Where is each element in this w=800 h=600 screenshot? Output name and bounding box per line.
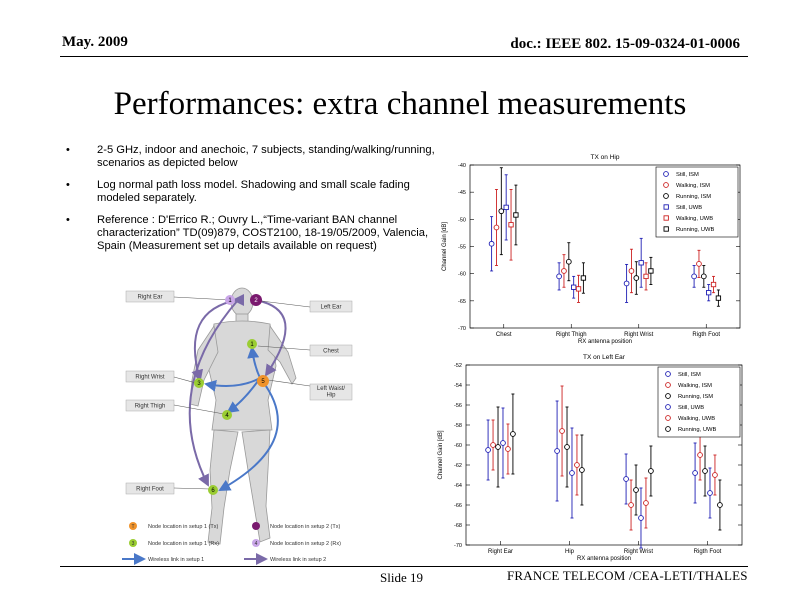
data-point [716, 296, 720, 300]
data-point [693, 471, 698, 476]
node-number: 3 [197, 381, 201, 387]
chart-title: TX on Left Ear [583, 354, 625, 361]
y-tick-label: -56 [454, 403, 462, 409]
slide-title: Performances: extra channel measurements [113, 86, 687, 122]
body-node-diagram [120, 280, 360, 570]
data-point [499, 209, 504, 214]
node-number: 4 [225, 413, 229, 419]
legend-rx-setup-2: Node location in setup 2 (Rx) [270, 541, 341, 547]
legend-label: Walking, ISM [676, 183, 710, 189]
bullet-marker: • [66, 144, 70, 156]
legend-marker [664, 194, 669, 199]
legend-tx-setup-2: Node location in setup 2 (Tx) [270, 524, 341, 530]
label-chest: Chest [323, 348, 339, 355]
data-point [580, 468, 585, 473]
bullet-text: Reference : D'Errico R.; Ouvry L.,“Time-variant BAN channel characterization” TD(09)879, COST2100, 18-19/05/2009, Valencia, Spain (Measurement set up details available on request) [97, 214, 429, 252]
legend-label: Walking, UWB [678, 416, 716, 422]
data-point [486, 448, 491, 453]
x-tick-label: Right Thigh [555, 332, 587, 338]
legend-marker [664, 216, 668, 220]
legend-label: Running, ISM [678, 394, 714, 400]
footer-rule [60, 566, 748, 567]
y-tick-label: -70 [458, 326, 466, 332]
data-point [634, 488, 639, 493]
legend-link-setup-1: Wireless link in setup 1 [148, 557, 205, 563]
data-point [701, 274, 706, 279]
legend-marker [666, 416, 671, 421]
data-point [571, 285, 575, 289]
data-point [711, 282, 715, 286]
human-figure-silhouette [190, 288, 296, 544]
x-tick-label: Right Wrist [623, 549, 654, 555]
node-number: 1 [228, 298, 232, 304]
y-tick-label: -45 [458, 190, 466, 197]
node-number: 2 [254, 298, 258, 304]
data-point [634, 276, 639, 281]
data-point [697, 261, 702, 266]
legend-tx-setup-1: Node location in setup 1 (Tx) [148, 524, 219, 530]
data-point [624, 281, 629, 286]
data-point [706, 290, 710, 294]
y-axis-label: Channel Gain [dB] [438, 430, 444, 480]
label-right-ear: Right Ear [137, 294, 163, 301]
legend-label: Still, ISM [676, 172, 699, 178]
data-point [649, 469, 654, 474]
data-point [713, 473, 718, 478]
data-point [509, 223, 513, 227]
x-tick-label: Hip [564, 549, 575, 555]
footer-organizations: FRANCE TELECOM /CEA-LETI/THALES [507, 568, 748, 583]
label-left-waist: Left Waist/ Hip [316, 386, 346, 399]
data-point [570, 471, 575, 476]
data-point [494, 225, 499, 230]
y-tick-label: -52 [454, 363, 462, 369]
legend-label: Walking, ISM [678, 383, 712, 389]
data-point [491, 443, 496, 448]
label-right-wrist: Right Wrist [135, 374, 165, 381]
svg-text:4: 4 [254, 541, 258, 547]
legend-label: Running, UWB [676, 227, 715, 233]
legend-marker [664, 205, 668, 209]
data-point [562, 269, 567, 274]
y-tick-label: -50 [458, 217, 466, 224]
y-tick-label: -66 [454, 503, 462, 509]
legend-marker [666, 394, 671, 399]
label-right-foot: Right Foot [136, 486, 164, 493]
data-point [506, 447, 511, 452]
legend-marker [666, 372, 671, 377]
label-right-thigh: Right Thigh [134, 403, 166, 410]
legend-label: Running, UWB [678, 427, 717, 433]
data-point [581, 276, 585, 280]
bullet-item [66, 179, 436, 205]
legend-marker [664, 172, 669, 177]
svg-text:T: T [131, 524, 135, 530]
data-point [639, 516, 644, 521]
legend-marker [666, 383, 671, 388]
header-rule [60, 56, 748, 57]
data-point [624, 477, 629, 482]
legend-label: Still, ISM [678, 372, 701, 378]
label-left-ear: Left Ear [320, 304, 342, 311]
x-tick-label: Right Wrist [624, 332, 654, 338]
x-axis-label: RX antenna position [576, 556, 632, 562]
y-tick-label: -58 [454, 423, 462, 429]
y-tick-label: -60 [454, 443, 462, 449]
x-tick-label: Rigth Foot [692, 332, 721, 338]
data-point [504, 205, 508, 209]
bullet-text: 2-5 GHz, indoor and anechoic, 7 subjects, standing/walking/running, scenarios as depicted below [97, 144, 435, 169]
header-date: May. 2009 [62, 34, 128, 50]
legend-rx-setup-1: Node location in setup 1 (Rx) [148, 541, 219, 547]
legend-label: Walking, UWB [676, 216, 714, 222]
y-tick-label: -40 [458, 163, 466, 169]
data-point [501, 441, 506, 446]
y-axis-label: Channel Gain [dB] [442, 221, 448, 272]
y-tick-label: -60 [458, 271, 466, 278]
y-tick-label: -64 [454, 483, 462, 489]
bullet-marker: • [66, 214, 70, 226]
bullet-list [66, 144, 436, 262]
data-point [489, 241, 494, 246]
data-point [703, 469, 708, 474]
data-point [639, 261, 643, 265]
node-number: 5 [261, 379, 265, 385]
y-tick-label: -62 [454, 463, 462, 469]
data-point [514, 213, 518, 217]
data-point [644, 501, 649, 506]
data-point [649, 269, 653, 273]
x-tick-label: Rigth Foot [693, 549, 722, 555]
legend-marker [666, 427, 671, 432]
x-axis-label: RX antenna position [577, 339, 633, 345]
data-point [496, 445, 501, 450]
data-point [718, 503, 723, 508]
legend-label: Still, UWB [678, 405, 705, 411]
legend-link-setup-2: Wireless link in setup 2 [270, 557, 327, 563]
legend-marker [666, 405, 671, 410]
legend-label: Still, UWB [676, 205, 703, 211]
y-tick-label: -55 [458, 244, 466, 251]
chart-tx-on-hip [436, 150, 758, 350]
y-tick-label: -54 [454, 383, 462, 389]
data-point [566, 259, 571, 264]
legend-label: Running, ISM [676, 194, 712, 200]
chart-tx-on-left-ear [432, 350, 758, 568]
bullet-item [66, 214, 436, 253]
data-point [629, 269, 634, 274]
x-tick-label: Right Ear [487, 549, 514, 555]
data-point [560, 429, 565, 434]
x-tick-label: Chest [495, 332, 512, 338]
data-point [555, 449, 560, 454]
svg-text:3: 3 [131, 541, 135, 547]
data-point [698, 453, 703, 458]
data-point [708, 491, 713, 496]
diagram-legend [122, 522, 341, 563]
chart-title: TX on Hip [590, 154, 620, 161]
data-point [575, 463, 580, 468]
node-number: 6 [211, 488, 215, 494]
data-point [557, 274, 562, 279]
bullet-item [66, 144, 436, 170]
data-point [629, 503, 634, 508]
slide-number: Slide 19 [380, 570, 423, 585]
data-point [644, 274, 648, 278]
node-number: 1 [250, 342, 254, 348]
y-tick-label: -68 [454, 523, 462, 529]
data-point [565, 445, 570, 450]
bullet-text: Log normal path loss model. Shadowing and small scale fading modeled separately. [97, 179, 410, 204]
legend-marker [664, 227, 668, 231]
legend-marker [664, 183, 669, 188]
y-tick-label: -70 [454, 543, 462, 549]
data-point [511, 432, 516, 437]
header-doc-id: doc.: IEEE 802. 15-09-0324-01-0006 [510, 36, 740, 52]
data-point [692, 274, 697, 279]
y-tick-label: -65 [458, 298, 466, 305]
bullet-marker: • [66, 179, 70, 191]
data-point [576, 287, 580, 291]
